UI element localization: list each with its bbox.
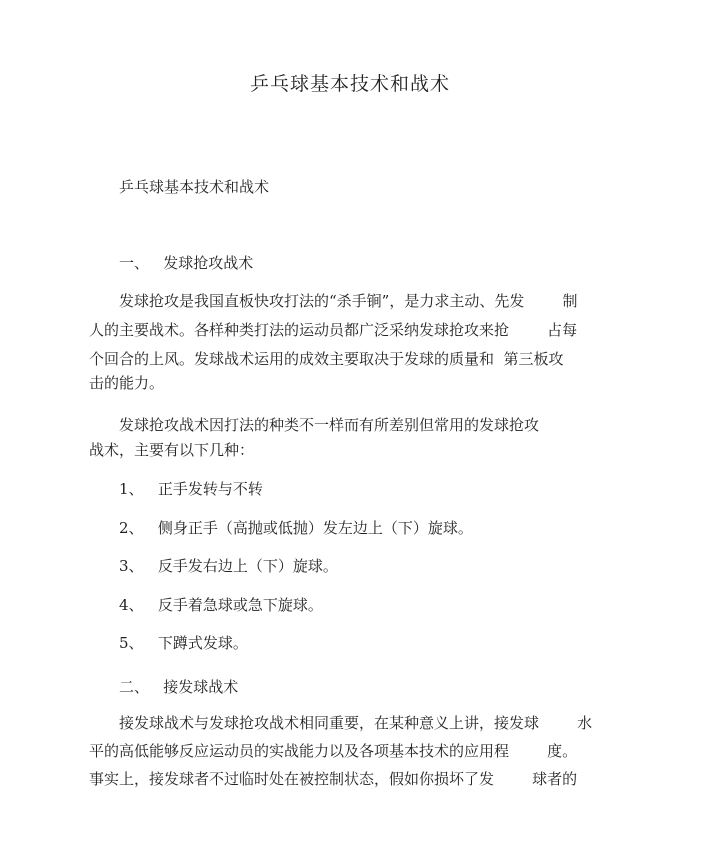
section2-heading: 二、 接发球战术 <box>119 678 239 696</box>
list-item: 3、 反手发右边上（下）旋球。 <box>119 557 338 575</box>
paragraph-line: 人的主要战术。各样种类打法的运动员都广泛采纳发球抢攻来抢 占每 <box>89 321 578 339</box>
paragraph-line: 个回合的上风。发球战术运用的成效主要取决于发球的质量和 第三板攻 <box>89 350 564 368</box>
list-item: 5、 下蹲式发球。 <box>119 634 248 652</box>
list-item: 1、 正手发转与不转 <box>119 480 263 498</box>
paragraph-line: 击的能力。 <box>89 374 165 392</box>
document-title: 乒乓球基本技术和战术 <box>249 73 450 95</box>
paragraph-line: 平的高低能够反应运动员的实战能力以及各项基本技术的应用程 度。 <box>89 742 578 760</box>
paragraph-line: 接发球战术与发球抢攻战术相同重要，在某种意义上讲，接发球 水 <box>119 714 593 732</box>
paragraph-line: 战术，主要有以下几种： <box>89 441 255 459</box>
list-item: 4、 反手着急球或急下旋球。 <box>119 596 323 614</box>
paragraph-line: 发球抢攻是我国直板快攻打法的“杀手锏”，是力求主动、先发 制 <box>119 292 578 310</box>
paragraph-line: 发球抢攻战术因打法的种类不一样而有所差别但常用的发球抢攻 <box>119 416 540 434</box>
paragraph-line: 事实上，接发球者不过临时处在被控制状态，假如你损坏了发 球者的 <box>89 770 578 788</box>
subtitle: 乒乓球基本技术和战术 <box>119 178 270 196</box>
list-item: 2、 侧身正手（高抛或低抛）发左边上（下）旋球。 <box>119 519 473 537</box>
section1-heading: 一、 发球抢攻战术 <box>119 254 254 272</box>
